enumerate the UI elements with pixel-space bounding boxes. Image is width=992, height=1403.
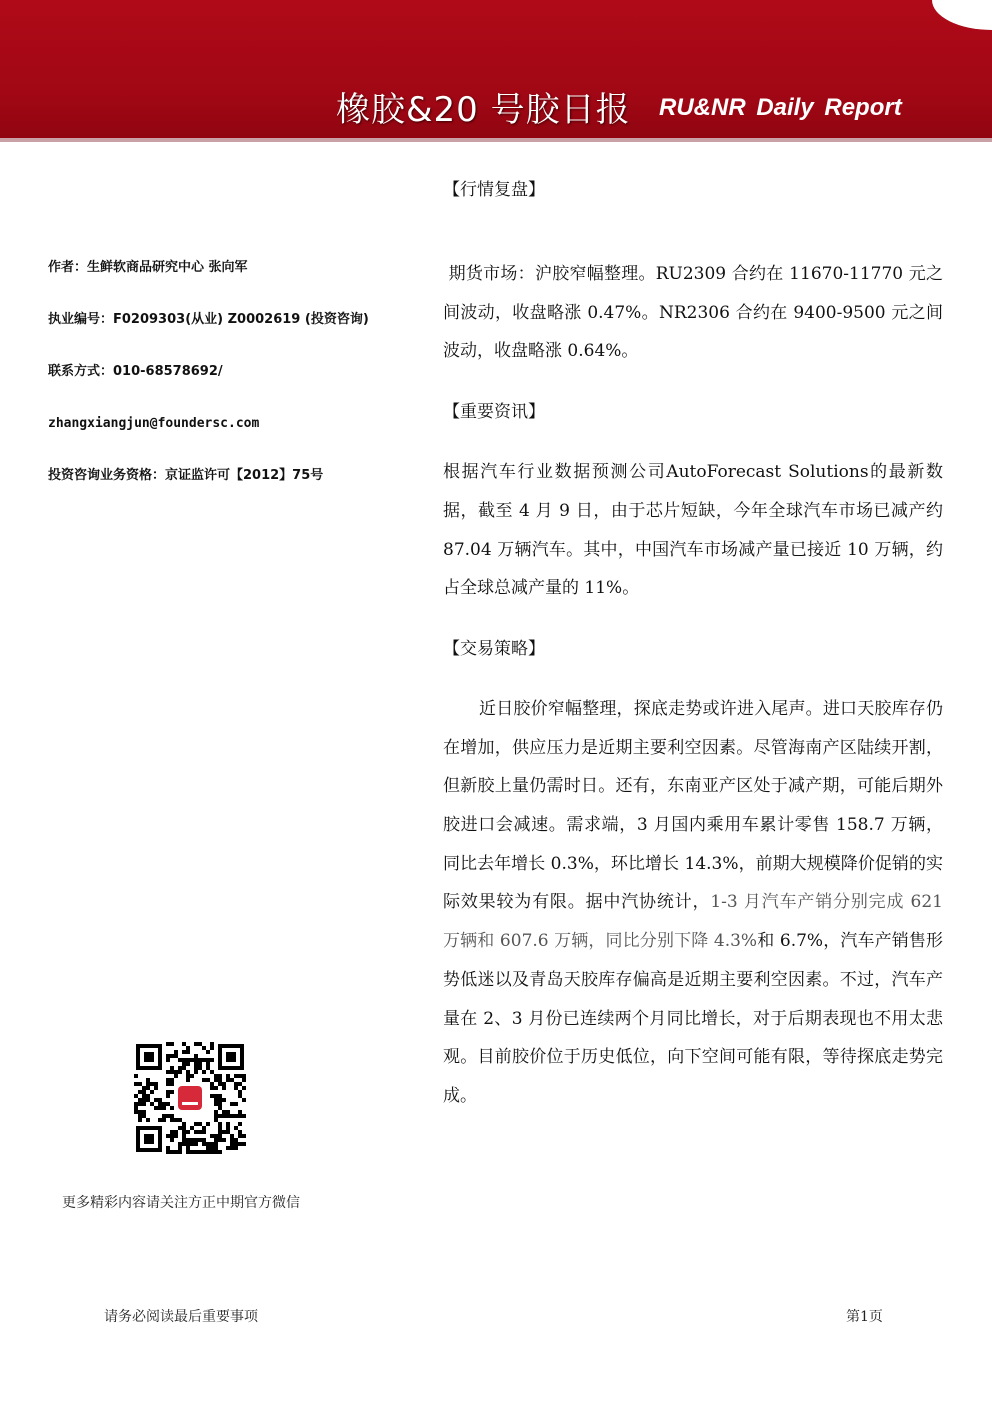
header-band <box>0 0 992 142</box>
qr-code-icon <box>134 1042 246 1154</box>
market-review-paragraph: 期货市场：沪胶窄幅整理。RU2309 合约在 11670-11770 元之间波动，收盘略涨 0.47%。NR2306 合约在 9400-9500 元之间波动，收盘略涨 0.64%。 <box>443 264 944 362</box>
strategy-paragraph <box>443 690 943 1116</box>
footer-notice: 请务必阅读最后重要事项 <box>104 1309 258 1325</box>
email-line[interactable]: zhangxiangjun@foundersc.com <box>48 416 260 431</box>
report-body <box>443 175 943 1116</box>
section-title-strategy: 【交易策略】 <box>443 638 545 659</box>
qualification-line: 投资咨询业务资格：京证监许可【2012】75号 <box>48 468 324 483</box>
author-line: 作者：生鲜软商品研究中心 张向军 <box>48 260 248 275</box>
page-number: 第1页 <box>846 1309 883 1325</box>
license-line: 执业编号：F0209303(从业) Z0002619 (投资咨询) <box>48 312 369 327</box>
news-paragraph: 根据汽车行业数据预测公司AutoForecast Solutions的最新数据，截至 4 月 9 日，由于芯片短缺，今年全球汽车市场已减产约 87.04 万辆汽车。其中，中国汽车市场减产量已接近 10 万辆，约占全球总减产量的 11%。 <box>443 462 943 599</box>
strategy-text-part-1: 近日胶价窄幅整理，探底走势或许进入尾声。进口天胶库存仍在增加，供应压力是近期主要利空因素。尽管海南产区陆续开割，但新胶上量仍需时日。还有，东南亚产区处于减产期，可能后期外胶进口会减速。需求端，3 月国内乘用车累计零售 158.7 万辆，同比去年增长 0.3%，环比增长 14.3%，前期大规模降价促销的实际效果较为有限。据中汽协统计， <box>443 698 943 913</box>
qr-caption: 更多精彩内容请关注方正中期官方微信 <box>62 1195 300 1211</box>
contact-line: 联系方式：010-68578692/ <box>48 364 223 379</box>
strategy-text-part-2: 1-3 月汽车产销分别完成 621 万辆和 607.6 万辆，同比分别下降 4.3% <box>443 892 943 952</box>
section-title-market-review: 【行情复盘】 <box>443 180 545 200</box>
report-title-cn: 橡胶&20 号胶日报 <box>336 90 631 130</box>
report-title-en: RU&NR Daily Report <box>659 94 902 121</box>
strategy-text-part-3: 和 6.7%，汽车产销售形势低迷以及青岛天胶库存偏高是近期主要利空因素。不过，汽车产量在 2、3 月份已连续两个月同比增长，对于后期表现也不用太悲观。目前胶价位于历史低位，向下空间可能有限，等待探底走势完成。 <box>443 931 944 1106</box>
section-title-news: 【重要资讯】 <box>443 402 545 423</box>
author-info <box>48 258 408 518</box>
header-corner-curve <box>932 0 992 30</box>
brand-logo <box>178 1086 202 1110</box>
wechat-qr-code <box>134 1042 246 1154</box>
